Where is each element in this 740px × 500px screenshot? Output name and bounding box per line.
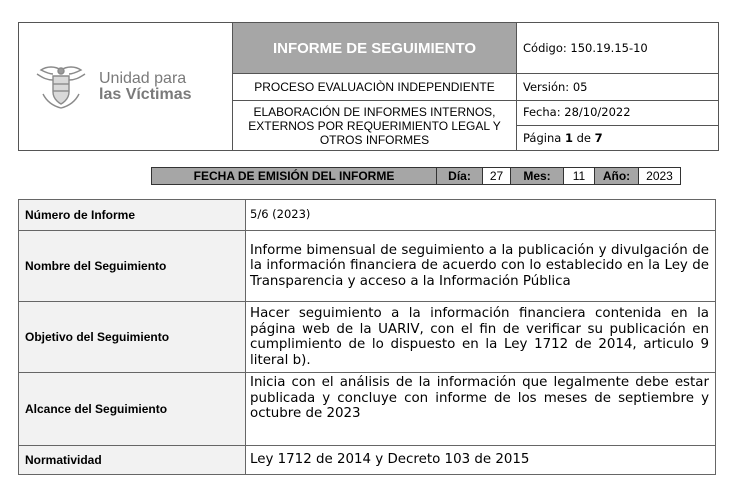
logo-line-1: Unidad para (99, 69, 187, 87)
regulations-value: Ley 1712 de 2014 y Decreto 103 de 2015 (246, 446, 716, 475)
fecha-doc: Fecha: 28/10/2022 (517, 101, 718, 126)
day-value: 27 (483, 168, 511, 185)
logo-cell (19, 23, 233, 151)
report-number-value: 5/6 (2023) (246, 200, 716, 231)
regulations-label: Normatividad (19, 446, 246, 475)
logo-line-2: las Víctimas (99, 85, 192, 103)
table-row (19, 373, 716, 446)
table-row (19, 231, 716, 302)
report-title: INFORME DE SEGUIMIENTO (233, 23, 517, 74)
report-number-label: Número de Informe (19, 200, 246, 231)
process-name: PROCESO EVALUACIÒN INDEPENDIENTE (233, 74, 517, 101)
logo-wordmark (99, 71, 192, 103)
version: Versión: 05 (517, 74, 719, 101)
document-header (18, 22, 719, 151)
tracking-scope-label: Alcance del Seguimiento (19, 373, 246, 446)
month-value: 11 (564, 168, 595, 185)
tracking-objective-value: Hacer seguimiento a la información financiera contenida en la página web de la UARIV, con el fin de verificar su publicación en cumplimiento de lo dispuesto en la Ley 1712 de 2014, articulo 9 literal b). (246, 302, 716, 373)
table-row (19, 446, 716, 475)
emission-date-label: FECHA DE EMISIÓN DEL INFORME (152, 168, 437, 185)
procedure-name: ELABORACIÓN DE INFORMES INTERNOS, EXTERNOS POR REQUERIMIENTO LEGAL Y OTROS INFORMES (233, 101, 517, 151)
emission-date-table (151, 167, 681, 185)
codigo: Código: 150.19.15-10 (517, 23, 719, 74)
month-label: Mes: (511, 168, 564, 185)
year-value: 2023 (639, 168, 681, 185)
year-label: Año: (595, 168, 639, 185)
fecha-pagina-cell (517, 101, 719, 151)
tracking-objective-label: Objetivo del Seguimiento (19, 302, 246, 373)
coat-of-arms-icon (31, 64, 91, 110)
pagina: Página 1 de 7 (523, 131, 603, 145)
table-row (19, 200, 716, 231)
tracking-scope-value: Inicia con el análisis de la información que legalmente debe estar publicada y concluye con informe de los meses de septiembre y octubre de 2023 (246, 373, 716, 446)
tracking-name-label: Nombre del Seguimiento (19, 231, 246, 302)
tracking-name-value: Informe bimensual de seguimiento a la publicación y divulgación de la información financiera de acuerdo con lo establecido en la Ley de Transparencia y acceso a la Información Pública (246, 231, 716, 302)
table-row (19, 302, 716, 373)
day-label: Día: (437, 168, 483, 185)
report-info-table (18, 199, 716, 475)
